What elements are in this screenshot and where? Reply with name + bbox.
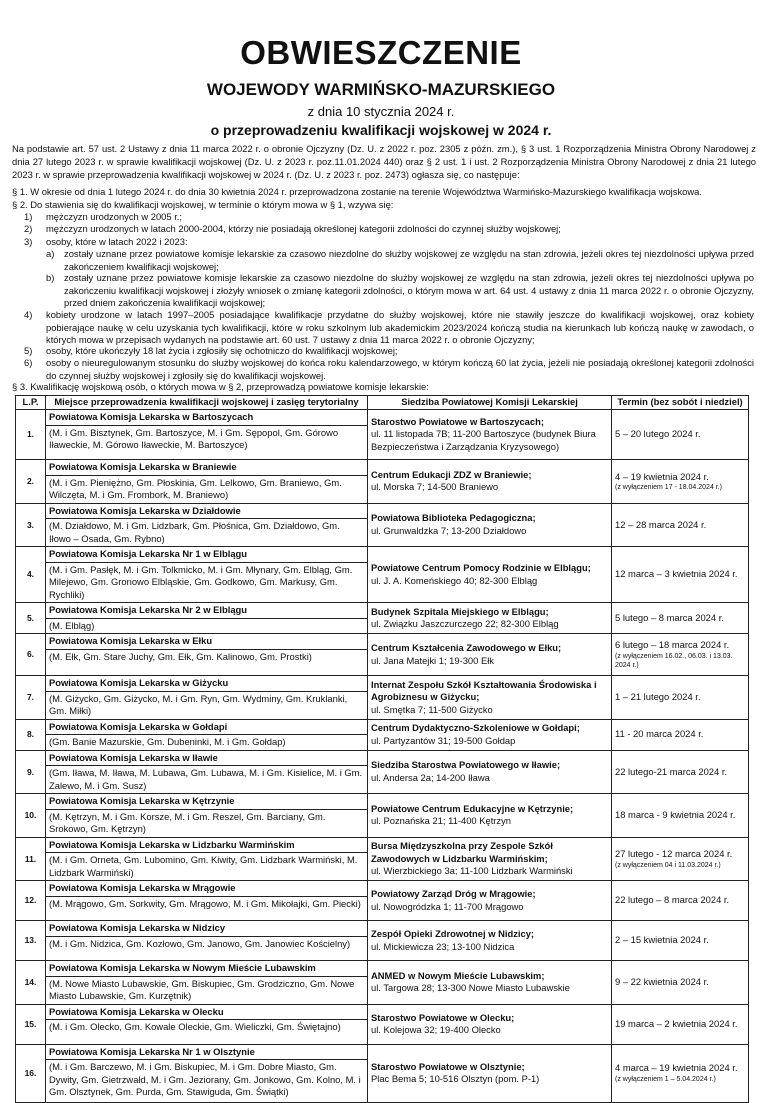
term-cell — [612, 794, 749, 838]
row-number: 5. — [16, 603, 46, 634]
term-dates: 18 marca - 9 kwietnia 2024 r. — [615, 809, 736, 820]
commission-name: Powiatowa Komisja Lekarska w Braniewie — [46, 460, 367, 476]
term-cell — [612, 676, 749, 720]
table-header-row — [16, 396, 749, 410]
paragraph-1: § 1. W okresie od dnia 1 lutego 2024 r. do dnia 30 kwietnia 2024 r. przeprowadzona zostanie na terenie Województwa Warmińsko-Mazurskiego kwalifikacja wojskowa. — [12, 186, 702, 197]
commission-name: Powiatowa Komisja Lekarska Nr 1 w Olsztynie — [46, 1045, 367, 1061]
term-dates: 12 – 28 marca 2024 r. — [615, 518, 707, 530]
seat-address: ul. Wierzbickiego 3a; 11-100 Lidzbark Warmiński — [371, 865, 573, 876]
seat-address: ul. Nowogródzka 1; 11-700 Mrągowo — [371, 900, 524, 912]
commission-name: Powiatowa Komisja Lekarska w Giżycku — [46, 676, 367, 692]
seat-address: ul. Kolejowa 32; 19-400 Olecko — [371, 1024, 501, 1035]
term-cell — [612, 881, 749, 921]
term-dates: 22 lutego-21 marca 2024 r. — [615, 765, 728, 777]
commission-cell — [46, 750, 368, 794]
document-title: OBWIESZCZENIE — [240, 34, 522, 71]
term-exclusion-note: (z wyłączeniem 1 – 5.04.2024 r.) — [615, 1075, 716, 1083]
issue-date: z dnia 10 stycznia 2024 r. — [307, 104, 455, 119]
seat-cell — [368, 794, 612, 838]
commissions-table — [15, 395, 749, 1103]
row-number: 13. — [16, 921, 46, 961]
term-dates: 6 lutego – 18 marca 2024 r. — [615, 639, 730, 651]
seat-name: Starostwo Powiatowe w Olsztynie; — [371, 1060, 525, 1072]
table-row — [16, 961, 749, 1005]
table-row — [16, 547, 749, 603]
seat-name: Zespół Opieki Zdrowotnej w Nidzicy; — [371, 928, 535, 939]
seat-cell — [368, 503, 612, 547]
paragraph-3: § 3. Kwalifikację wojskową osób, o których mowa w § 2, przeprowadzą powiatowe komisje lekarskie: — [12, 381, 429, 392]
seat-cell — [368, 460, 612, 504]
commission-area: (M. Nowe Miasto Lubawskie, Gm. Biskupiec, Gm. Grodziczno, Gm. Nowe Miasto Lubawskie, Gm. Kurzętnik) — [49, 977, 355, 1001]
term-cell — [612, 837, 749, 881]
row-number: 3. — [16, 503, 46, 547]
commission-cell — [46, 1004, 368, 1044]
term-dates: 2 – 15 kwietnia 2024 r. — [615, 934, 709, 946]
table-row — [16, 719, 749, 750]
term-dates: 12 marca – 3 kwietnia 2024 r. — [615, 568, 738, 580]
term-exclusion-note: (z wyłączeniem 16.02., 06.03. i 13.03. 2024 r.) — [615, 652, 733, 669]
seat-cell — [368, 634, 612, 676]
seat-address: ul. 11 listopada 7B; 11-200 Bartoszyce (budynek Biura Bezpieczeństwa i Zarządzania Kryzysowego) — [371, 428, 596, 452]
commission-area: (M. Giżycko, Gm. Giżycko, M. i Gm. Ryn, Gm. Wydminy, Gm. Kruklanki, Gm. Miłki) — [49, 692, 348, 716]
commission-area: (M. Działdowo, M. i Gm. Lidzbark, Gm. Płośnica, Gm. Działdowo, Gm. Iłowo – Osada, Gm. Rybno) — [49, 520, 340, 544]
seat-address: ul. Jana Matejki 1; 19-300 Ełk — [371, 654, 494, 666]
commission-area: (M. i Gm. Nidzica, Gm. Kozłowo, Gm. Janowo, Gm. Janowiec Kościelny) — [49, 937, 351, 949]
commission-cell — [46, 961, 368, 1005]
row-number: 15. — [16, 1004, 46, 1044]
term-dates: 27 lutego - 12 marca 2024 r. — [615, 848, 733, 859]
seat-name: Powiatowe Centrum Pomocy Rodzinie w Elblągu; — [371, 562, 591, 573]
commission-cell — [46, 921, 368, 961]
document-page: OBWIESZCZENIE WOJEWODY WARMIŃSKO-MAZURSKIEGO z dnia 10 stycznia 2024 r. o przeprowadzeniu kwalifikacji wojskowej w 2024 r. Na podstawie art. 57 ust. 2 Ustawy z dnia 11 marca 2022 r. o obronie Ojczyzny (Dz. U. z 2022 r. poz. 2305 z późn. zm.), § 3 ust. 1 Rozporządzenia Ministra Obrony Narodowej z dnia 27 lutego 2023 r. w sprawie kwalifikacji wojskowej (Dz. U. z 2023 r. poz.11.01.2024 440) oraz § 2 ust. 1 i ust. 2 Rozporządzenia Ministra Obrony Narodowej z dnia 21 lutego 2023 r. w sprawie przeprowadzenia kwalifikacji wojskowej w 2024 r. (Dz. U. z 2023 r. poz. 2473) ogłasza się, co następuje: § 1. W okresie od dnia 1 lutego 2024 r. do dnia 30 kwietnia 2024 r. przeprowadzona zostanie na terenie Województwa Warmińsko-Mazurskiego kwalifikacja wojskowa. § 2. Do stawienia się do kwalifikacji wojskowej, w terminie o którym mowa w § 1, wzywa się: 1) mężczyzn urodzonych w 2005 r.; 2) mężczyzn urodzonych w latach 2000-2004, którzy nie posiadają określonej kategorii zdolności do czynnej służby wojskowej; 3) osoby, które w latach 2022 i 2023: a) zostały uznane przez powiatowe komisje lekarskie za czasowo niezdolne do służby wojskowej ze względu na stan zdrowia, jeżeli okres tej niezdolności upływa przed zakończeniem kwalifikacji wojskowej; b) zostały uznane przez powiatowe komisje lekarskie za czasowo niezdolne do służby wojskowej ze względu na stan zdrowia, jeżeli okres tej niezdolności upływa po zakończeniu kwalifikacji wojskowej i złożyły wniosek o zmianę kategorii zdolności, o którym mowa w art. 64 ust. 4 ustawy z dnia 11 marca 2022 r. o obronie Ojczyzny, przed dniem zakończenia kwalifikacji wojskowej; 4) kobiety urodzone w latach 1997–2005 posiadające kwalifikacje przydatne do służby wojskowej, które nie stawiły jeszcze do kwalifikacji wojskowej, oraz kobiety pobierające naukę w celu uzyskania tych kwalifikacji, które w roku szkolnym lub akademickim 2023/2024 kończą studia na kierunkach lub kończą naukę w zawodach, o których mowa w przepisach wydanych na podstawie art. 60 ust. 7 ustawy z dnia 11 marca 2022 r. o obronie Ojczyzny; 5) osoby, które ukończyły 18 lat życia i zgłosiły się ochotniczo do kwalifikacji wojskowej; 6) osoby o nieuregulowanym stosunku do służby wojskowej do końca roku kalendarzowego, w którym kończą 60 lat życia, jeżeli nie posiadają określonej kategorii zdolności do czynnej służby wojskowej i zgłosiły się do kwalifikacji wojskowej. § 3. Kwalifikację wojskową osób, o których mowa w § 2, przeprowadzą powiatowe komisje lekarskie: L.P. Miejsce przeprowadzenia kwalifikacji wojskowej i zasięg terytorialny Siedziba Powiatowej Komisji Lekarskiej Termin (bez sobót i niedziel) 1. Powiatowa Komisja Lekarska w Bartoszycach (M. i Gm. Bisztynek, Gm. Bartoszyce, M. i Gm. Sępopol, Gm. Górowo Iławeckie, M. Górowo Iławeckie, M. Bartoszyce) Starostwo Powiatowe w Bartoszycach; ul. 11 listopada 7B; 11-200 Bartoszyce (budynek Biura Bezpieczeństwa i Zarządzania Kryzysowego) 5 – 20 lutego 2024 r. 2. Powiatowa Komisja Lekarska w Braniewie (M. i Gm. Pieniężno, Gm. Płoskinia, Gm. Lelkowo, Gm. Braniewo, Gm. Wilczęta, M. i Gm. Frombork, M. Braniewo) Centrum Edukacji ZDZ w Braniewie; ul. Morska 7; 14-500 Braniewo 4 – 19 kwietnia 2024 r. (z wyłączeniem 17 - 18.04.2024 r.) 3. Powiatowa Komisja Lekarska w Działdowie (M. Działdowo, M. i Gm. Lidzbark, Gm. Płośnica, Gm. Działdowo, Gm. Iłowo – Osada, Gm. Rybno) Powiatowa Biblioteka Pedagogiczna; ul. Grunwaldzka 7; 13-200 Działdowo 12 – 28 marca 2024 r. 4. Powiatowa Komisja Lekarska Nr 1 w Elblągu (M. i Gm. Pasłęk, M. i Gm. Tolkmicko, M. i Gm. Młynary, Gm. Elbląg, Gm. Milejewo, Gm. Gronowo Elbląskie, Gm. Godkowo, Gm. Markusy, Gm. Rychliki) Powiatowe Centrum Pomocy Rodzinie w Elblągu; ul. J. A. Komeńskiego 40; 82-300 Elbląg 12 marca – 3 kwietnia 2024 r. 5. Powiatowa Komisja Lekarska Nr 2 w Elblągu (M. Elbląg) Budynek Szpitala Miejskiego w Elblągu; ul. Związku Jaszczurczego 22; 82-300 Elbląg 5 lutego – 8 marca 2024 r. 6. Powiatowa Komisja Lekarska w Ełku (M. Ełk, Gm. Stare Juchy, Gm. Ełk, Gm. Kalinowo, Gm. Prostki) Centrum Kształcenia Zawodowego w Ełku; ul. Jana Matejki 1; 19-300 Ełk 6 lutego – 18 marca 2024 r. (z wyłączeniem 16.02., 06.03. i 13.03. 2024 r.) 7. Powiatowa Komisja Lekarska w Giżycku (M. Giżycko, Gm. Giżycko, M. i Gm. Ryn, Gm. Wydminy, Gm. Kruklanki, Gm. Miłki) Internat Zespołu Szkół Kształtowania Środowiska i Agrobiznesu w Giżycku; ul. Smętka 7; 11-500 Giżycko 1 – 21 lutego 2024 r. 8. Powiatowa Komisja Lekarska w Gołdapi (Gm. Banie Mazurskie, Gm. Dubeninki, M. i Gm. Gołdap) Centrum Dydaktyczno-Szkoleniowe w Gołdapi; ul. Partyzantów 31; 19-500 Gołdap 11 - 20 marca 2024 r. 9. Powiatowa Komisja Lekarska w Iławie (Gm. Iława, M. Iława, M. Lubawa, Gm. Lubawa, M. i Gm. Kisielice, M. i Gm. Zalewo, M. i Gm. Susz) Siedziba Starostwa Powiatowego w Iławie; ul. Andersa 2a; 14-200 Iława 22 lutego-21 marca 2024 r. 10. Powiatowa Komisja Lekarska w Kętrzynie (M. Kętrzyn, M. i Gm. Korsze, M. i Gm. Reszel, Gm. Barciany, Gm. Srokowo, Gm. Kętrzyn) Powiatowe Centrum Edukacyjne w Kętrzynie; ul. Poznańska 21; 11-400 Kętrzyn 18 marca - 9 kwietnia 2024 r. 11. Powiatowa Komisja Lekarska w Lidzbarku Warmińskim (M. i Gm. Orneta, Gm. Lubomino, Gm. Kiwity, Gm. Lidzbark Warmiński, M. Lidzbark Warmiński) Bursa Międzyszkolna przy Zespole Szkół Zawodowych w Lidzbarku Warmińskim; ul. Wierzbickiego 3a; 11-100 Lidzbark Warmiński 27 lutego - 12 marca 2024 r. (z wyłączeniem 04 i 11.03.2024 r.) 12. Powiatowa Komisja Lekarska w Mrągowie (M. Mrągowo, Gm. Sorkwity, Gm. Mrągowo, M. i Gm. Mikołajki, Gm. Piecki) Powiatowy Zarząd Dróg w Mrągowie; ul. Nowogródzka 1; 11-700 Mrągowo 22 lutego – 8 marca 2024 r. 13. Powiatowa Komisja Lekarska w Nidzicy (M. i Gm. Nidzica, Gm. Kozłowo, Gm. Janowo, Gm. Janowiec Kościelny) Zespół Opieki Zdrowotnej w Nidzicy; ul. Mickiewicza 23; 13-100 Nidzica 2 – 15 kwietnia 2024 r. 14. Powiatowa Komisja Lekarska w Nowym Mieście Lubawskim (M. Nowe Miasto Lubawskie, Gm. Biskupiec, Gm. Grodziczno, Gm. Nowe Miasto Lubawskie, Gm. Kurzętnik) ANMED w Nowym Mieście Lubawskim; ul. Targowa 28; 13-300 Nowe Miasto Lubawskie 9 – 22 kwietnia 2024 r. 15. Powiatowa Komisja Lekarska w Olecku (M. i Gm. Olecko, Gm. Kowale Oleckie, Gm. Wieliczki, Gm. Świętajno) Starostwo Powiatowe w Olecku; ul. Kolejowa 32; 19-400 Olecko 19 marca – 2 kwietnia 2024 r. 16. Powiatowa Komisja Lekarska Nr 1 w Olsztynie (M. i Gm. Barczewo, M. i Gm. Biskupiec, M. i Gm. Dobre Miasto, Gm. Dywity, Gm. Gietrzwałd, M. i Gm. Jeziorany, Gm. Jonkowo, Gm. Kolno, M. i Gm. Olsztynek, Gm. Purda, Gm. Stawiguda, Gm. Świątki) Starostwo Powiatowe w Olsztynie; Plac Bema 5; 10-516 Olsztyn (pom. P-1) 4 marca – 19 kwietnia 2024 r. (z wyłączeniem 1 – 5.04.2024 r.) — [0, 0, 762, 1080]
term-cell — [612, 1044, 749, 1102]
term-dates: 11 - 20 marca 2024 r. — [615, 728, 704, 740]
commission-cell — [46, 503, 368, 547]
commission-area: (Gm. Iława, M. Iława, M. Lubawa, Gm. Lubawa, M. i Gm. Kisielice, M. i Gm. Zalewo, M. i Gm. Susz) — [49, 767, 363, 791]
seat-name: Starostwo Powiatowe w Bartoszycach; — [371, 415, 544, 427]
term-exclusion-note: (z wyłączeniem 04 i 11.03.2024 r.) — [615, 861, 721, 869]
seat-name: Centrum Dydaktyczno-Szkoleniowe w Gołdapi; — [371, 722, 580, 733]
row-number: 10. — [16, 794, 46, 838]
commission-name: Powiatowa Komisja Lekarska w Bartoszycach — [46, 410, 367, 426]
term-exclusion-note: (z wyłączeniem 17 - 18.04.2024 r.) — [615, 484, 722, 491]
commission-area: (M. i Gm. Barczewo, M. i Gm. Biskupiec, M. i Gm. Dobre Miasto, Gm. Dywity, Gm. Gietrzwałd, M. i Gm. Jeziorany, Gm. Jonkowo, Gm. Kolno, M. i Gm. Olsztynek, Gm. Purda, Gm. Stawiguda, Gm. Świątki) — [49, 1061, 361, 1097]
seat-cell — [368, 410, 612, 460]
seat-address: ul. J. A. Komeńskiego 40; 82-300 Elbląg — [371, 574, 538, 586]
commission-cell — [46, 719, 368, 750]
term-cell — [612, 750, 749, 794]
commission-cell — [46, 460, 368, 504]
term-dates: 19 marca – 2 kwietnia 2024 r. — [615, 1017, 738, 1029]
commission-area: (M. Kętrzyn, M. i Gm. Korsze, M. i Gm. Reszel, Gm. Barciany, Gm. Srokowo, Gm. Kętrzyn) — [49, 810, 326, 834]
seat-name: Powiatowe Centrum Edukacyjne w Kętrzynie; — [371, 802, 574, 814]
commission-area: (M. Elbląg) — [49, 619, 95, 631]
table-body — [16, 410, 749, 1103]
term-cell — [612, 603, 749, 634]
header-place: Miejsce przeprowadzenia kwalifikacji wojskowej i zasięg terytorialny — [46, 396, 368, 410]
seat-address: ul. Smętka 7; 11-500 Giżycko — [371, 703, 493, 715]
row-number: 8. — [16, 719, 46, 750]
commission-area: (M. i Gm. Pieniężno, Gm. Płoskinia, Gm. Lelkowo, Gm. Braniewo, Gm. Wilczęta, M. i Gm. Frombork, M. Braniewo) — [49, 476, 342, 500]
header-term: Termin (bez sobót i niedziel) — [612, 396, 749, 410]
commission-name: Powiatowa Komisja Lekarska w Mrągowie — [46, 881, 367, 897]
seat-address: ul. Poznańska 21; 11-400 Kętrzyn — [371, 815, 512, 827]
paragraph-2: § 2. Do stawienia się do kwalifikacji wojskowej, w terminie o którym mowa w § 1, wzywa się: — [12, 199, 394, 210]
term-cell — [612, 410, 749, 460]
term-dates: 1 – 21 lutego 2024 r. — [615, 691, 701, 702]
seat-name: Internat Zespołu Szkół Kształtowania Środowiska i Agrobiznesu w Giżycku; — [371, 678, 597, 702]
table-row — [16, 460, 749, 504]
commission-cell — [46, 794, 368, 838]
commission-cell — [46, 410, 368, 460]
commission-area: (M. i Gm. Orneta, Gm. Lubomino, Gm. Kiwity, Gm. Lidzbark Warmiński, M. Lidzbark Warmiński) — [49, 854, 358, 878]
seat-cell — [368, 921, 612, 961]
seat-cell — [368, 837, 612, 881]
term-dates: 4 marca – 19 kwietnia 2024 r. — [615, 1062, 738, 1074]
term-dates: 22 lutego – 8 marca 2024 r. — [615, 894, 730, 906]
seat-cell — [368, 547, 612, 603]
commission-cell — [46, 1044, 368, 1102]
commission-name: Powiatowa Komisja Lekarska w Nidzicy — [46, 921, 367, 937]
row-number: 16. — [16, 1044, 46, 1102]
term-cell — [612, 634, 749, 676]
row-number: 9. — [16, 750, 46, 794]
row-number: 2. — [16, 460, 46, 504]
commission-name: Powiatowa Komisja Lekarska w Gołdapi — [46, 720, 367, 736]
term-dates: 5 – 20 lutego 2024 r. — [615, 428, 701, 440]
term-cell — [612, 719, 749, 750]
commission-cell — [46, 603, 368, 634]
seat-name: Bursa Międzyszkolna przy Zespole Szkół Zawodowych w Lidzbarku Warmińskim; — [371, 840, 553, 864]
seat-name: Siedziba Starostwa Powiatowego w Iławie; — [371, 759, 561, 771]
seat-cell — [368, 719, 612, 750]
row-number: 1. — [16, 410, 46, 460]
seat-cell — [368, 881, 612, 921]
table-row — [16, 603, 749, 634]
table-row — [16, 750, 749, 794]
commission-name: Powiatowa Komisja Lekarska Nr 2 w Elblągu — [46, 603, 367, 619]
commission-cell — [46, 547, 368, 603]
term-cell — [612, 503, 749, 547]
seat-address: ul. Andersa 2a; 14-200 Iława — [371, 771, 490, 783]
row-number: 12. — [16, 881, 46, 921]
seat-name: Starostwo Powiatowe w Olecku; — [371, 1011, 515, 1023]
seat-name: Centrum Kształcenia Zawodowego w Ełku; — [371, 642, 562, 653]
commission-area: (M. i Gm. Bisztynek, Gm. Bartoszyce, M. i Gm. Sępopol, Gm. Górowo Iławeckie, M. Górowo Iławeckie, M. Bartoszyce) — [49, 426, 339, 450]
commission-name: Powiatowa Komisja Lekarska w Kętrzynie — [46, 794, 367, 810]
commission-name: Powiatowa Komisja Lekarska w Olecku — [46, 1005, 367, 1021]
seat-name: Budynek Szpitala Miejskiego w Elblągu; — [371, 605, 549, 617]
seat-cell — [368, 750, 612, 794]
seat-name: ANMED w Nowym Mieście Lubawskim; — [371, 969, 545, 981]
commission-name: Powiatowa Komisja Lekarska Nr 1 w Elblągu — [46, 547, 367, 563]
seat-name: Centrum Edukacji ZDZ w Braniewie; — [371, 468, 532, 480]
subject-heading: o przeprowadzeniu kwalifikacji wojskowej w 2024 r. — [210, 122, 552, 138]
seat-cell — [368, 676, 612, 720]
table-row — [16, 921, 749, 961]
term-cell — [612, 1004, 749, 1044]
row-number: 11. — [16, 837, 46, 881]
term-dates: 9 – 22 kwietnia 2024 r. — [615, 976, 709, 987]
seat-address: Plac Bema 5; 10-516 Olsztyn (pom. P-1) — [371, 1073, 540, 1084]
table-row — [16, 676, 749, 720]
seat-address: ul. Morska 7; 14-500 Braniewo — [371, 481, 499, 493]
table-row — [16, 794, 749, 838]
seat-address: ul. Partyzantów 31; 19-500 Gołdap — [371, 734, 516, 746]
table-row — [16, 881, 749, 921]
commission-name: Powiatowa Komisja Lekarska w Ełku — [46, 634, 367, 650]
commission-name: Powiatowa Komisja Lekarska w Działdowie — [46, 504, 367, 520]
term-cell — [612, 547, 749, 603]
seat-cell — [368, 961, 612, 1005]
commission-name: Powiatowa Komisja Lekarska w Nowym Mieście Lubawskim — [46, 961, 367, 977]
seat-address: ul. Targowa 28; 13-300 Nowe Miasto Lubawskie — [371, 982, 570, 994]
header-lp: L.P. — [16, 396, 46, 410]
commission-cell — [46, 881, 368, 921]
seat-address: ul. Grunwaldzka 7; 13-200 Działdowo — [371, 524, 527, 536]
term-cell — [612, 460, 749, 504]
term-cell — [612, 961, 749, 1005]
table-row — [16, 410, 749, 460]
term-dates: 4 – 19 kwietnia 2024 r. — [615, 470, 709, 482]
table-row — [16, 634, 749, 676]
table-row — [16, 503, 749, 547]
table-row — [16, 1004, 749, 1044]
term-dates: 5 lutego – 8 marca 2024 r. — [615, 611, 724, 623]
commission-area: (M. Ełk, Gm. Stare Juchy, Gm. Ełk, Gm. Kalinowo, Gm. Prostki) — [49, 650, 312, 662]
commission-area: (M. i Gm. Pasłęk, M. i Gm. Tolkmicko, M. i Gm. Młynary, Gm. Elbląg, Gm. Milejewo, Gm. Gronowo Elbląskie, Gm. Godkowo, Gm. Markusy, Gm. Rychliki) — [49, 563, 353, 600]
term-cell — [612, 921, 749, 961]
seat-cell — [368, 603, 612, 634]
commission-name: Powiatowa Komisja Lekarska w Iławie — [46, 751, 367, 767]
row-number: 14. — [16, 961, 46, 1005]
row-number: 4. — [16, 547, 46, 603]
seat-address: ul. Mickiewicza 23; 13-100 Nidzica — [371, 940, 515, 952]
commission-area: (Gm. Banie Mazurskie, Gm. Dubeninki, M. i Gm. Gołdap) — [49, 736, 286, 747]
table-row — [16, 1044, 749, 1102]
issuer-heading: WOJEWODY WARMIŃSKO-MAZURSKIEGO — [206, 80, 556, 99]
row-number: 6. — [16, 634, 46, 676]
seat-cell — [368, 1044, 612, 1102]
commission-cell — [46, 676, 368, 720]
commission-cell — [46, 837, 368, 881]
commission-name: Powiatowa Komisja Lekarska w Lidzbarku Warmińskim — [46, 838, 367, 854]
seat-name: Powiatowy Zarząd Dróg w Mrągowie; — [371, 888, 536, 899]
legal-basis-paragraph: Na podstawie art. 57 ust. 2 Ustawy z dnia 11 marca 2022 r. o obronie Ojczyzny (Dz. U. z 2022 r. poz. 2305 z późn. zm.), § 3 ust. 1 Rozporządzenia Ministra Obrony Narodowej z dnia 27 lutego 2023 r. w sprawie kwalifikacji wojskowej (Dz. U. z 2023 r. poz.11.01.2024 440) oraz § 2 ust. 1 i ust. 2 Rozporządzenia Ministra Obrony Narodowej z dnia 21 lutego 2023 r. w sprawie przeprowadzenia kwalifikacji wojskowej w 2024 r. (Dz. U. z 2023 r. poz. 2473) ogłasza się, co następuje: — [12, 143, 756, 180]
row-number: 7. — [16, 676, 46, 720]
seat-name: Powiatowa Biblioteka Pedagogiczna; — [371, 512, 536, 524]
commission-cell — [46, 634, 368, 676]
commission-area: (M. i Gm. Olecko, Gm. Kowale Oleckie, Gm. Wieliczki, Gm. Świętajno) — [49, 1021, 341, 1032]
table-row — [16, 837, 749, 881]
seat-address: ul. Związku Jaszczurczego 22; 82-300 Elbląg — [371, 618, 559, 629]
seat-cell — [368, 1004, 612, 1044]
header-seat: Siedziba Powiatowej Komisji Lekarskiej — [368, 396, 612, 410]
commission-area: (M. Mrągowo, Gm. Sorkwity, Gm. Mrągowo, M. i Gm. Mikołajki, Gm. Piecki) — [49, 897, 361, 909]
